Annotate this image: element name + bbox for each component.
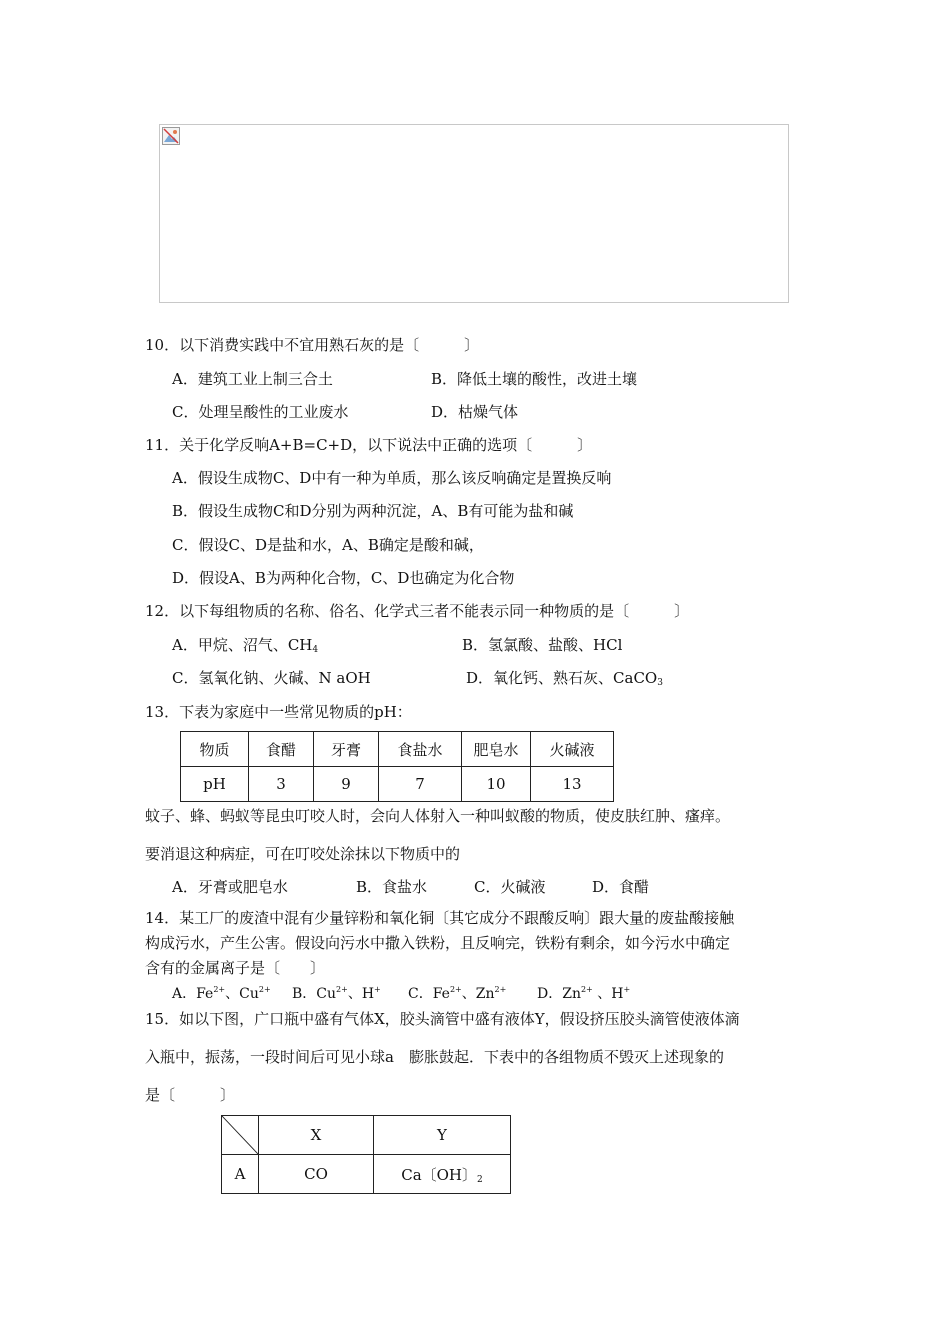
q13-option-d: D．食醋 [592, 878, 650, 896]
table-cell: Ca〔OH〕$_2$ [374, 1155, 511, 1194]
xy-table [221, 1115, 511, 1194]
diagonal-header-cell [222, 1116, 259, 1155]
q14-option-b: B．$Cu^{2+}$、H+ [292, 985, 381, 1002]
q10-option-a: A．建筑工业上制三合土 [172, 370, 333, 388]
q14-option-c: C．$Fe^{2+}$、$Zn^{2+}$ [408, 985, 507, 1002]
table-row-label: A [222, 1155, 259, 1194]
table-cell: pH [181, 767, 249, 802]
q13-text-1: 蚊子、蜂、蚂蚁等昆虫叮咬人时，会向人体射入一种叫蚁酸的物质，使皮肤红肿、瘙痒。 [145, 807, 731, 825]
q11-option-d: D．假设A、B为两种化合物，C、D也确定为化合物 [172, 569, 515, 587]
q14-line-2: 构成污水，产生公害。假设向污水中撒入铁粉，且反响完，铁粉有剩余，如今污水中确定 [145, 934, 731, 952]
q12-stem: 12．以下每组物质的名称、俗名、化学式三者不能表示同一种物质的是〔 〕 [145, 602, 690, 620]
q14-option-a: A．$Fe^{2+}$、$Cu^{2+}$ [172, 985, 271, 1002]
q11-option-c: C．假设C、D是盐和水，A、B确定是酸和碱， [172, 536, 484, 554]
q11-option-b: B．假设生成物C和D分别为两种沉淀，A、B有可能为盐和碱 [172, 502, 574, 520]
q10-option-d: D．枯燥气体 [431, 403, 519, 421]
q14-line-1: 14．某工厂的废渣中混有少量锌粉和氧化铜〔其它成分不跟酸反响〕跟大量的废盐酸接触 [145, 909, 735, 927]
q11-option-a: A．假设生成物C、D中有一种为单质，那么该反响确定是置换反响 [172, 469, 612, 487]
table-header-y: Y [374, 1116, 511, 1155]
q15-line-3: 是〔 〕 [145, 1086, 236, 1104]
table-cell: 3 [249, 767, 314, 802]
q12-option-c: C．氢氧化钠、火碱、N aOH [172, 669, 371, 687]
table-row [222, 1116, 511, 1155]
table-row [181, 732, 614, 767]
q14-option-d: D．$Zn^{2+}$ 、H+ [537, 985, 631, 1002]
q15-line-1: 15．如以下图，广口瓶中盛有气体X，胶头滴管中盛有液体Y，假设挤压胶头滴管使液体滴 [145, 1010, 740, 1028]
q13-option-b: B．食盐水 [356, 878, 428, 896]
q13-option-a: A．牙膏或肥皂水 [172, 878, 288, 896]
q10-option-b: B．降低土壤的酸性，改进土壤 [431, 370, 638, 388]
q12-option-d: D．氧化钙、熟石灰、CaCO$_3$ [466, 669, 663, 688]
q11-stem: 11．关于化学反响A+B=C+D，以下说法中正确的选项〔 〕 [145, 436, 593, 454]
table-cell: 10 [462, 767, 531, 802]
image-placeholder [159, 124, 789, 303]
q13-stem: 13．下表为家庭中一些常见物质的pH： [145, 703, 412, 721]
broken-image-icon [162, 127, 180, 145]
table-cell: 肥皂水 [462, 732, 531, 767]
q10-stem: 10．以下消费实践中不宜用熟石灰的是〔 〕 [145, 336, 480, 354]
q14-line-3: 含有的金属离子是〔 〕 [145, 959, 326, 977]
table-cell: 火碱液 [531, 732, 614, 767]
table-cell: CO [259, 1155, 374, 1194]
ph-table [180, 731, 614, 802]
table-cell: 食醋 [249, 732, 314, 767]
table-cell: 牙膏 [314, 732, 379, 767]
q15-line-2: 入瓶中，振荡，一段时间后可见小球a 膨胀鼓起．下表中的各组物质不毁灭上述现象的 [145, 1048, 724, 1066]
diagonal-line [222, 1116, 258, 1154]
table-cell: 7 [379, 767, 462, 802]
table-cell: 食盐水 [379, 732, 462, 767]
q12-option-b: B．氢氯酸、盐酸、HCl [462, 636, 623, 654]
table-cell: 9 [314, 767, 379, 802]
q12-option-a: A．甲烷、沼气、$CH_4$ [172, 636, 319, 655]
table-row [181, 767, 614, 802]
table-cell: 13 [531, 767, 614, 802]
table-header-x: X [259, 1116, 374, 1155]
q13-option-c: C．火碱液 [474, 878, 546, 896]
table-row [222, 1155, 511, 1194]
q13-text-2: 要消退这种病症，可在叮咬处涂抹以下物质中的 [145, 845, 461, 863]
table-cell: 物质 [181, 732, 249, 767]
q10-option-c: C．处理呈酸性的工业废水 [172, 403, 349, 421]
